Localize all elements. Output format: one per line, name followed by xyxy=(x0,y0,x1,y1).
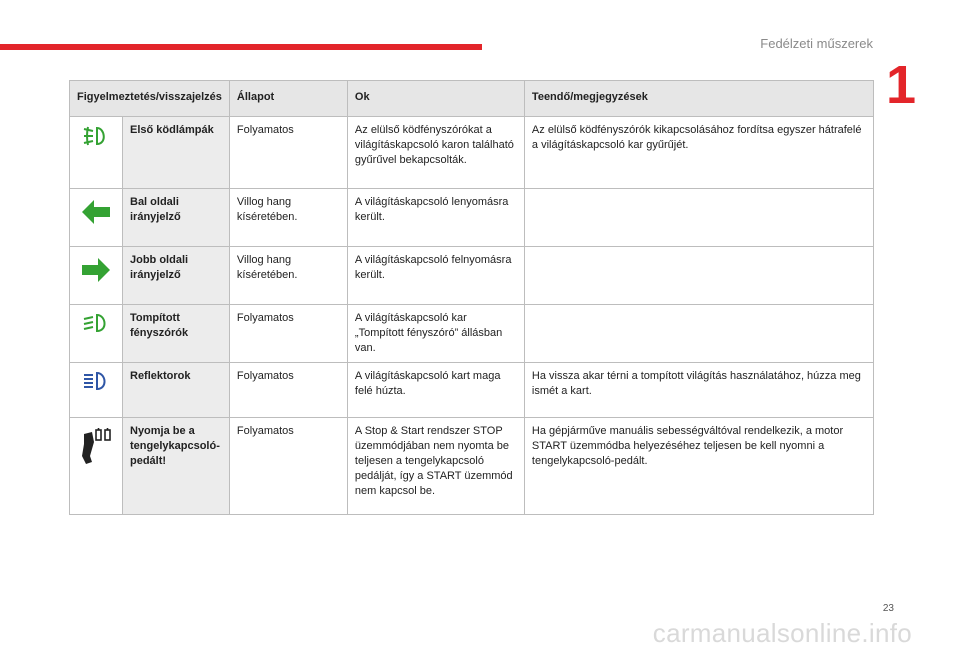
icon-cell xyxy=(70,117,123,189)
table-header-row xyxy=(70,81,874,117)
column-header: Figyelmeztetés/visszajelzés xyxy=(70,81,230,117)
indicator-action: Az elülső ködfényszórók kikapcsolásához fordítsa egyszer hátrafelé a világításkapcsoló kar gyűrűjét. xyxy=(524,117,873,189)
table-row xyxy=(70,418,874,515)
front-fog-lamp-icon xyxy=(82,125,110,147)
indicator-cause: A Stop & Start rendszer STOP üzemmódjában nem nyomta be teljesen a tengelykapcsoló pedálját, így a START üzemmód nem kapcsol be. xyxy=(347,418,524,515)
warning-lights-table xyxy=(69,80,874,515)
high-beam-icon xyxy=(82,371,110,391)
icon-cell xyxy=(70,305,123,363)
table-row xyxy=(70,305,874,363)
indicator-cause: Az elülső ködfényszórókat a világításkapcsoló karon található gyűrűvel bekapcsolták. xyxy=(347,117,524,189)
watermark: carmanualsonline.info xyxy=(652,618,912,648)
icon-cell xyxy=(70,418,123,515)
indicator-action xyxy=(524,305,873,363)
indicator-state: Folyamatos xyxy=(229,363,347,418)
indicator-cause: A világításkapcsoló lenyomásra került. xyxy=(347,189,524,247)
left-turn-signal-icon xyxy=(80,197,112,227)
indicator-state: Folyamatos xyxy=(229,418,347,515)
indicator-action: Ha vissza akar térni a tompított világítás használatához, húzza meg ismét a kart. xyxy=(524,363,873,418)
section-title: Fedélzeti műszerek xyxy=(760,36,873,51)
icon-cell xyxy=(70,247,123,305)
icon-cell xyxy=(70,363,123,418)
column-header: Teendő/megjegyzések xyxy=(524,81,873,117)
table-row xyxy=(70,117,874,189)
indicator-state: Folyamatos xyxy=(229,117,347,189)
indicator-name: Tompított fényszórók xyxy=(123,305,230,363)
indicator-action xyxy=(524,189,873,247)
column-header: Ok xyxy=(347,81,524,117)
clutch-pedal-icon xyxy=(78,426,114,466)
low-beam-icon xyxy=(82,313,110,333)
indicator-action: Ha gépjárműve manuális sebességváltóval rendelkezik, a motor START üzemmódba helyezéséhez teljesen be kell nyomni a tengelykapcsoló-pedált. xyxy=(524,418,873,515)
table-row xyxy=(70,247,874,305)
indicator-name: Nyomja be a tengelykapcsoló-pedált! xyxy=(123,418,230,515)
header-accent-bar xyxy=(0,44,482,50)
chapter-number: 1 xyxy=(885,55,916,115)
table-row xyxy=(70,363,874,418)
column-header: Állapot xyxy=(229,81,347,117)
indicator-cause: A világításkapcsoló felnyomásra került. xyxy=(347,247,524,305)
indicator-state: Villog hang kíséretében. xyxy=(229,189,347,247)
indicator-cause: A világításkapcsoló kart maga felé húzta. xyxy=(347,363,524,418)
indicator-name: Első ködlámpák xyxy=(123,117,230,189)
indicator-action xyxy=(524,247,873,305)
indicator-state: Folyamatos xyxy=(229,305,347,363)
indicator-name: Reflektorok xyxy=(123,363,230,418)
page-number: 23 xyxy=(882,603,894,614)
icon-cell xyxy=(70,189,123,247)
indicator-cause: A világításkapcsoló kar „Tompított fényszóró” állásban van. xyxy=(347,305,524,363)
indicator-name: Jobb oldali irányjelző xyxy=(123,247,230,305)
indicator-name: Bal oldali irányjelző xyxy=(123,189,230,247)
right-turn-signal-icon xyxy=(80,255,112,285)
indicator-state: Villog hang kíséretében. xyxy=(229,247,347,305)
table-row xyxy=(70,189,874,247)
